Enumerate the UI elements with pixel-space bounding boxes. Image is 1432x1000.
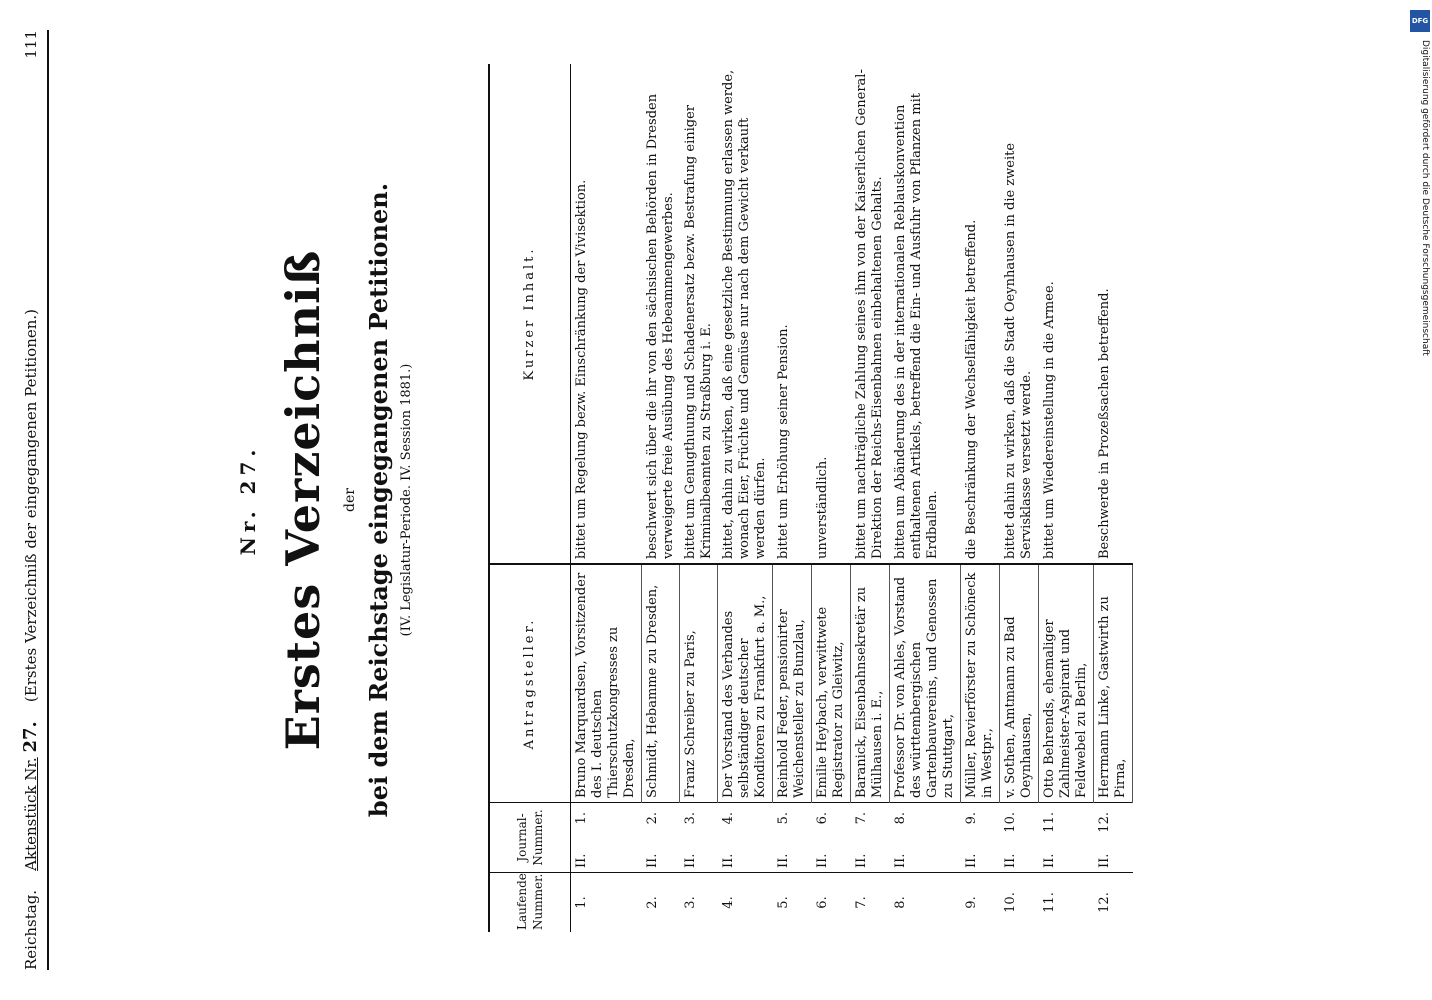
laufende-nummer: 10. — [1000, 873, 1039, 933]
table-row — [571, 64, 642, 932]
table-row — [1039, 64, 1094, 932]
journal-number: 2. — [644, 812, 660, 825]
journal-number: 1. — [574, 812, 589, 825]
header-reichstag: Reichstag. — [22, 889, 40, 970]
antragsteller: Otto Behrends, ehemaliger Zahlmeister-Aspirant und Feldwebel zu Berlin, — [1039, 564, 1094, 803]
table-row — [642, 64, 680, 932]
table-row — [680, 64, 718, 932]
table-row — [1000, 64, 1039, 932]
journal-nummer — [1039, 803, 1094, 873]
table-row — [812, 64, 851, 932]
journal-roman: II. — [775, 853, 791, 868]
col-header-antragsteller: Antragsteller. — [489, 564, 571, 803]
journal-number: 9. — [963, 812, 979, 825]
journal-nummer — [642, 803, 680, 873]
table-row — [773, 64, 812, 932]
table-row — [1094, 64, 1133, 932]
petitions-table — [488, 64, 1133, 932]
title-connector: der — [342, 488, 358, 512]
journal-number: 11. — [1041, 812, 1057, 833]
journal-nummer — [961, 803, 1000, 873]
antragsteller: Der Vorstand des Verbandes selbständiger deutscher Konditoren zu Frankfurt a. M., — [718, 564, 773, 803]
laufende-nummer: 3. — [680, 873, 718, 933]
journal-roman: II. — [720, 853, 736, 868]
laufende-nummer: 6. — [812, 873, 851, 933]
kurzer-inhalt: bitten um Abänderung des in der internationalen Reblauskonvention enthaltenen Artikels, betreffend die Ein- und Ausfuhr von Pflanzen mit Erdballen. — [890, 64, 961, 564]
antragsteller: Emilie Heybach, verwittwete Registrator zu Gleiwitz, — [812, 564, 851, 803]
title-block — [228, 0, 438, 1000]
document-number: Nr. 27. — [236, 444, 260, 556]
antragsteller: Herrmann Linke, Gastwirth zu Pirna, — [1094, 564, 1133, 803]
kurzer-inhalt: bittet um Wiedereinstellung in die Armee. — [1039, 64, 1094, 564]
laufende-nummer: 2. — [642, 873, 680, 933]
kurzer-inhalt: bittet um Regelung bezw. Einschränkung der Vivisektion. — [571, 64, 642, 564]
journal-roman: II. — [644, 853, 660, 868]
journal-nummer — [680, 803, 718, 873]
journal-nummer — [812, 803, 851, 873]
table-row — [961, 64, 1000, 932]
journal-nummer — [571, 803, 642, 873]
journal-number: 5. — [775, 812, 791, 825]
journal-roman: II. — [892, 853, 908, 868]
journal-roman: II. — [1002, 853, 1018, 868]
journal-roman: II. — [574, 853, 589, 868]
col-header-laufende: Laufende Nummer. — [489, 873, 571, 933]
table-row — [890, 64, 961, 932]
antragsteller: Franz Schreiber zu Paris, — [680, 564, 718, 803]
journal-roman: II. — [1041, 853, 1057, 868]
antragsteller: v. Sothen, Amtmann zu Bad Oeynhausen, — [1000, 564, 1039, 803]
table-header-row — [489, 64, 571, 932]
table-row — [718, 64, 773, 932]
antragsteller: Baranick, Eisenbahnsekretär zu Mülhausen i. E., — [851, 564, 890, 803]
col-header-journal: Journal-Nummer. — [515, 809, 545, 866]
laufende-nummer: 9. — [961, 873, 1000, 933]
kurzer-inhalt: bittet dahin zu wirken, daß die Stadt Oeynhausen in die zweite Servisklasse versetzt werde. — [1000, 64, 1039, 564]
journal-roman: II. — [682, 853, 698, 868]
journal-nummer — [1094, 803, 1133, 873]
antragsteller: Professor Dr. von Ahles, Vorstand des württembergischen Gartenbauvereins, und Genossen zu Stuttgart, — [890, 564, 961, 803]
antragsteller: Müller, Revierförster zu Schöneck in Westpr., — [961, 564, 1000, 803]
kurzer-inhalt: bittet, dahin zu wirken, daß eine gesetzliche Bestimmung erlassen werde, wonach Eier, Früchte und Gemüse nur nach dem Gewicht verkauft werden dürfen. — [718, 64, 773, 564]
kurzer-inhalt: unverständlich. — [812, 64, 851, 564]
kurzer-inhalt: beschwert sich über die ihr von den sächsischen Behörden in Dresden verweigerte freie Ausübung des Hebeammengewerbes. — [642, 64, 680, 564]
table-row — [851, 64, 890, 932]
laufende-nummer: 7. — [851, 873, 890, 933]
journal-nummer — [890, 803, 961, 873]
header-topic: (Erstes Verzeichniß der eingegangenen Petitionen.) — [22, 308, 40, 703]
antragsteller: Schmidt, Hebamme zu Dresden, — [642, 564, 680, 803]
kurzer-inhalt: bittet um Erhöhung seiner Pension. — [773, 64, 812, 564]
journal-roman: II. — [814, 853, 830, 868]
journal-nummer — [1000, 803, 1039, 873]
journal-roman: II. — [1096, 853, 1112, 868]
laufende-nummer: 5. — [773, 873, 812, 933]
journal-number: 4. — [720, 812, 736, 825]
journal-number: 3. — [682, 812, 698, 825]
journal-nummer — [773, 803, 812, 873]
laufende-nummer: 11. — [1039, 873, 1094, 933]
laufende-nummer: 8. — [890, 873, 961, 933]
document-subtitle: bei dem Reichstage eingegangenen Petitionen. — [364, 182, 393, 818]
journal-number: 8. — [892, 812, 908, 825]
journal-number: 6. — [814, 812, 830, 825]
watermark-text: Digitalisierung gefördert durch die Deutsche Forschungsgemeinschaft — [1420, 40, 1430, 356]
journal-number: 7. — [853, 812, 869, 825]
journal-number: 10. — [1002, 812, 1018, 833]
dfg-watermark — [1408, 0, 1432, 1000]
antragsteller: Reinhold Feder, pensionirter Weichensteller zu Bunzlau, — [773, 564, 812, 803]
document-title: Erstes Verzeichniß — [276, 249, 330, 751]
kurzer-inhalt: die Beschränkung der Wechselfähigkeit betreffend. — [961, 64, 1000, 564]
kurzer-inhalt: bittet um nachträgliche Zahlung seines ihm von der Kaiserlichen General-Direktion der Reichs-Eisenbahnen einbehaltenen Gehalts. — [851, 64, 890, 564]
journal-nummer — [851, 803, 890, 873]
header-aktenstueck: Aktenstück Nr. — [22, 757, 40, 871]
col-header-inhalt: Kurzer Inhalt. — [489, 64, 571, 564]
running-header — [16, 30, 46, 970]
antragsteller: Bruno Marquardsen, Vorsitzender des I. deutschen Thierschutzkongresses zu Dresden, — [571, 564, 642, 803]
dfg-logo: DFG — [1410, 10, 1430, 32]
journal-roman: II. — [963, 853, 979, 868]
journal-roman: II. — [853, 853, 869, 868]
journal-nummer — [718, 803, 773, 873]
kurzer-inhalt: Beschwerde in Prozeßsachen betreffend. — [1094, 64, 1133, 564]
laufende-nummer: 12. — [1094, 873, 1133, 933]
table-body — [571, 64, 1133, 932]
laufende-nummer: 1. — [571, 873, 642, 933]
kurzer-inhalt: bittet um Genugthuung und Schadenersatz bezw. Bestrafung einiger Kriminalbeamten zu Straßburg i. E. — [680, 64, 718, 564]
session-info: (IV. Legislatur-Periode. IV. Session 1881.) — [399, 363, 414, 637]
header-number: 27. — [20, 721, 41, 753]
header-rule — [47, 30, 49, 970]
page-number: 111 — [22, 30, 40, 59]
journal-number: 12. — [1096, 812, 1112, 833]
laufende-nummer: 4. — [718, 873, 773, 933]
